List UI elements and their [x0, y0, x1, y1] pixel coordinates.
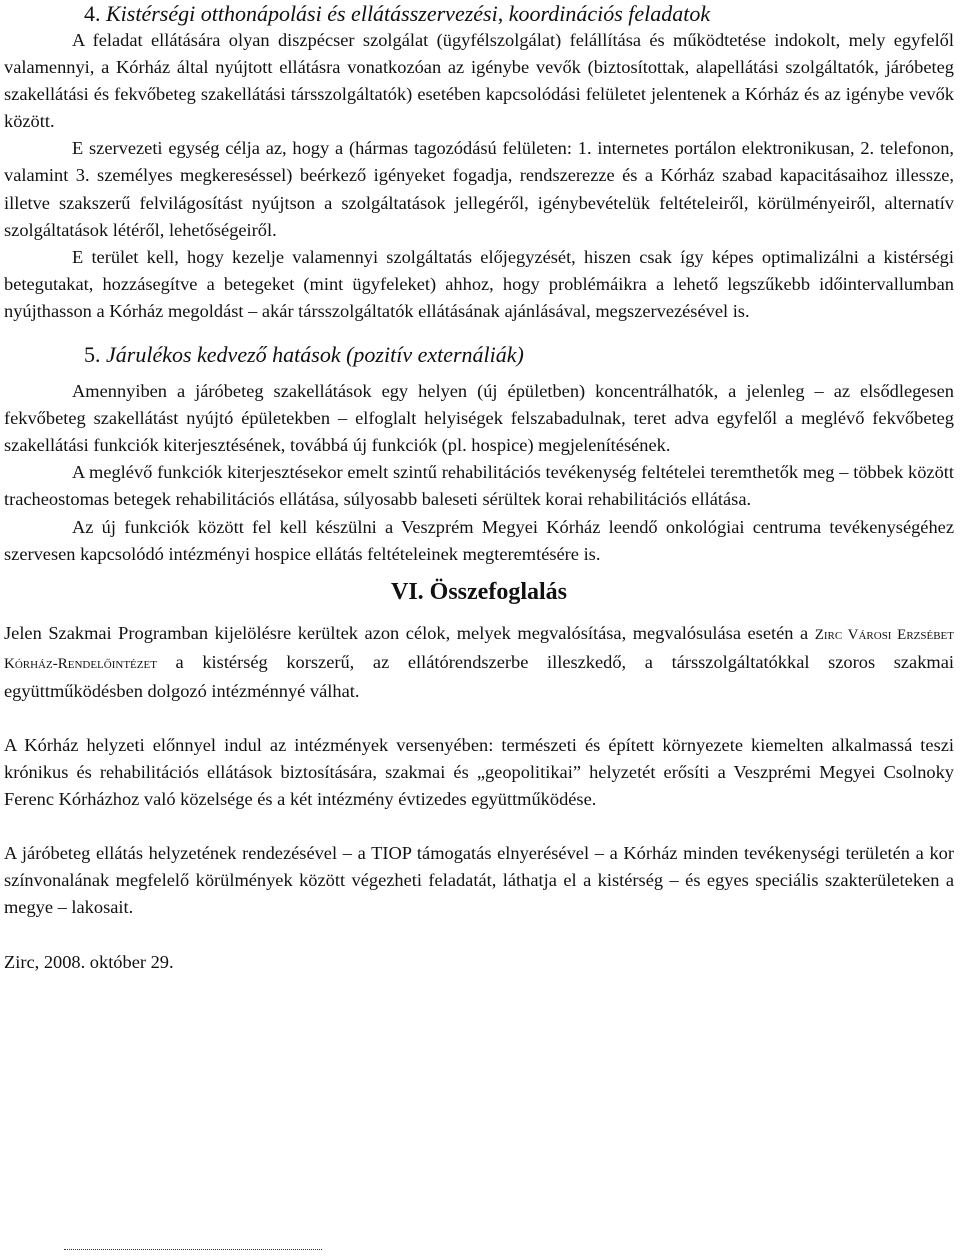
section-6-heading: VI. Összefoglalás: [391, 578, 567, 605]
signature-line: [64, 1249, 322, 1250]
section-5-heading: [4, 341, 954, 368]
summary-paragraph-1-start: Jelen Szakmai Programban kijelölésre kerültek azon célok, melyek megvalósítása, megvalósulása esetén a: [4, 622, 815, 643]
section-4-number: 4.: [84, 1, 101, 26]
section-5-paragraph-1: Amennyiben a járóbeteg szakellátások egy helyen (új épületben) koncentrálhatók, a jelenleg – az elsődlegesen fekvőbeteg szakellátást nyújtó épületekben – elfoglalt helyiségek felszabadulnak, teret adva egyfelől a meglévő fekvőbeteg szakellátási funkciók kiterjesztésének, továbbá új funkciók (pl. hospice) megjelenítésének.: [4, 381, 954, 456]
summary-paragraph-1-end: a kistérség korszerű, az ellátórendszerbe illeszkedő, a társszolgáltatókkal szoros szakmai együttműködésben dolgozó intézménnyé válhat.: [4, 651, 954, 701]
section-5-paragraph-3: Az új funkciók között fel kell készülni a Veszprém Megyei Kórház leendő onkológiai centruma tevékenységéhez szervesen kapcsolódó intézményi hospice ellátás feltételeinek megteremtésére is.: [4, 516, 954, 564]
institution-name: Zirc Városi Erzsébet Kórház-Rendelőintézet: [4, 626, 954, 672]
section-4-paragraph-1: A feladat ellátására olyan diszpécser szolgálat (ügyfélszolgálat) felállítása és működtetése indokolt, mely egyfelől valamennyi, a Kórház által nyújtott ellátásra vonatkozóan az igénybe vevők (biztosítottak, alapellátási szolgáltatók, járóbeteg szakellátási és fekvőbeteg szakellátási társszolgáltatók) esetében kapcsolódási felületet jelentenek a Kórház és az igénybe vevők között.: [4, 30, 954, 132]
section-4-title: Kistérségi otthonápolási és ellátásszervezési, koordinációs feladatok: [106, 1, 711, 26]
section-4-paragraph-3: E terület kell, hogy kezelje valamennyi szolgáltatás előjegyzését, hiszen csak így képes optimalizálni a kistérségi betegutakat, hozzásegítve a betegeket (mint ügyfeleket) ahhoz, hogy problémáikra a lehető legszűkebb időintervallumban nyújthasson a Kórház megoldást – akár társszolgáltatók ellátásának ajánlásával, megszervezésével is.: [4, 246, 954, 321]
place-and-date: Zirc, 2008. október 29.: [4, 951, 174, 972]
summary-paragraph-2: A Kórház helyzeti előnnyel indul az intézmények versenyében: természeti és épített környezete kiemelten alkalmassá teszi krónikus és rehabilitációs ellátások biztosítására, szakmai és „geopolitikai” helyzetét erősíti a Veszprémi Megyei Csolnoky Ferenc Kórházhoz való közelsége és a két intézmény évtizedes együttműködése.: [4, 734, 954, 810]
summary-paragraph-1: [4, 620, 954, 705]
section-4-paragraph-2: E szervezeti egység célja az, hogy a (hármas tagozódású felületen: 1. internetes portálon elektronikusan, 2. telefonon, valamint 3. személyes megkereséssel) beérkező igényeket fogadja, rendszerezze és a Kórház szabad kapacitásaihoz illessze, illetve szakszerű felvilágosítást nyújtson a szolgáltatások jellegéről, igénybevételük feltételeiről, körülményeiről, alternatív szolgáltatások létéről, lehetőségeiről.: [4, 138, 954, 240]
section-4-heading: [4, 0, 954, 27]
section-5-number: 5.: [84, 342, 101, 368]
section-5-title: Járulékos kedvező hatások (pozitív externáliák): [106, 342, 524, 368]
section-5-paragraph-2: A meglévő funkciók kiterjesztésekor emelt szintű rehabilitációs tevékenység feltételei teremthetők meg – többek között tracheostomas betegek rehabilitációs ellátása, súlyosabb baleseti sérültek korai rehabilitációs ellátása.: [4, 462, 954, 510]
document-page: [4, 0, 954, 976]
summary-paragraph-3: A járóbeteg ellátás helyzetének rendezésével – a TIOP támogatás elnyerésével – a Kórház minden tevékenységi területén a kor színvonalának megfelelő körülmények között végezheti feladatát, láthatja el a kistérség – és egyes speciális szakterületeken a megye – lakosait.: [4, 843, 954, 918]
